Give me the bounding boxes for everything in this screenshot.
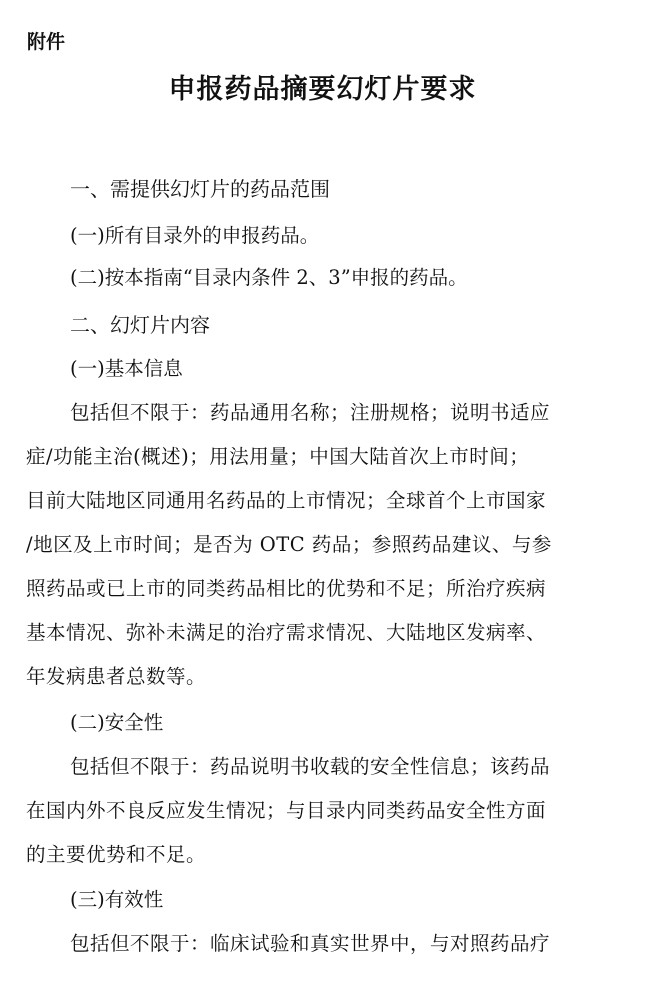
subheading-safety: (二)安全性	[70, 711, 164, 734]
safety-line: 在国内外不良反应发生情况；与目录内同类药品安全性方面	[26, 799, 547, 822]
safety-line: 的主要优势和不足。	[26, 843, 207, 866]
annex-label: 附件	[27, 31, 66, 53]
safety-line: 包括但不限于：药品说明书收载的安全性信息；该药品	[70, 755, 551, 778]
document-title: 申报药品摘要幻灯片要求	[168, 74, 477, 105]
section-heading-content: 二、幻灯片内容	[70, 313, 210, 337]
basic-info-line: 症/功能主治(概述)；用法用量；中国大陆首次上市时间；	[26, 445, 530, 468]
scope-item-2: (二)按本指南“目录内条件 2、3”申报的药品。	[70, 266, 468, 289]
basic-info-line: 照药品或已上市的同类药品相比的优势和不足；所治疗疾病	[26, 577, 547, 600]
basic-info-line: /地区及上市时间；是否为 OTC 药品；参照药品建议、与参	[26, 533, 552, 556]
basic-info-line: 目前大陆地区同通用名药品的上市情况；全球首个上市国家	[26, 489, 547, 512]
basic-info-line: 年发病患者总数等。	[26, 665, 207, 688]
subheading-efficacy: (三)有效性	[70, 888, 164, 911]
subheading-basic-info: (一)基本信息	[70, 357, 183, 380]
efficacy-line: 包括但不限于：临床试验和真实世界中，与对照药品疗	[70, 932, 551, 955]
basic-info-line: 基本情况、弥补未满足的治疗需求情况、大陆地区发病率、	[26, 621, 547, 644]
scope-item-1: (一)所有目录外的申报药品。	[70, 224, 320, 247]
basic-info-line: 包括但不限于：药品通用名称；注册规格；说明书适应	[70, 401, 551, 424]
section-heading-scope: 一、需提供幻灯片的药品范围	[70, 177, 330, 201]
